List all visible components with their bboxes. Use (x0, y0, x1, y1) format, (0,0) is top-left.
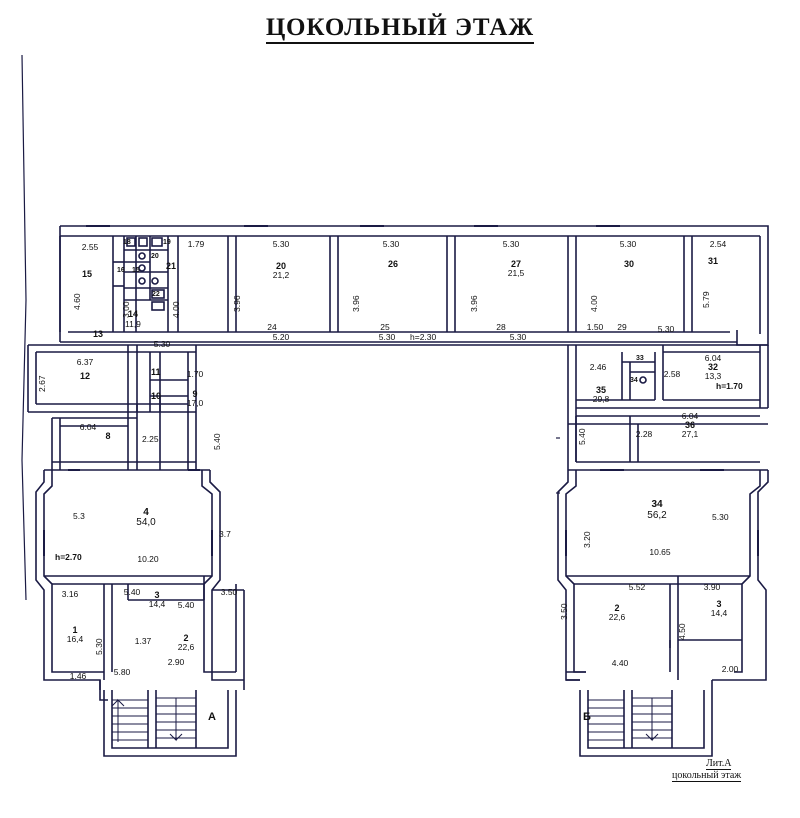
room-15-number: 18 (123, 239, 131, 246)
dim-top-4: 5.30 (382, 239, 400, 249)
room-13-number: 16 (117, 267, 125, 274)
room-1-area: 16,4 (66, 634, 84, 644)
label-h170: h=1.70 (716, 381, 743, 391)
dim-top-5: 5.30 (502, 239, 520, 249)
dim-604-c: 6.04 (681, 411, 699, 421)
room-35-area: 22,6 (608, 612, 626, 622)
dim-246: 2.46 (589, 362, 607, 372)
room-9-number: 12 (79, 371, 91, 381)
room-1-number: 1 (72, 625, 78, 635)
room-10-number: 13 (93, 329, 104, 339)
room-34-area: 56,2 (647, 510, 667, 521)
dim-530-left: 5.30 (94, 638, 104, 655)
room-4-number: 4 (143, 507, 149, 518)
room-17-number: 20 (151, 253, 159, 260)
room-7-number: 10 (151, 391, 162, 401)
dim-440: 4.40 (611, 658, 629, 668)
dim-316: 3.16 (61, 589, 79, 599)
dim-390: 3.90 (703, 582, 721, 592)
dim-320: 3.20 (582, 531, 592, 548)
room-8-number: 11 (151, 367, 161, 377)
dim-290: 1.37 (134, 636, 152, 646)
dim-460: 4.60 (72, 293, 82, 310)
room-30-number: 33 (636, 355, 644, 362)
room-29-area: 13,3 (704, 371, 722, 381)
dim-350: 5.40 (177, 600, 195, 610)
room-11-area: 11,9 (125, 319, 141, 329)
dim-225: 2.25 (142, 434, 159, 444)
room-36-number: 3 (716, 599, 722, 609)
dim-159: 1.46 (69, 671, 87, 681)
section-a-label: А (208, 711, 216, 723)
room-16-number: 19 (163, 239, 171, 246)
dim-mid-150: 1.50 (586, 322, 604, 332)
dim-mid-530-d: 5.30 (657, 324, 675, 334)
room-20-area: 21,2 (272, 270, 290, 280)
room-32-number: 35 (595, 385, 607, 395)
room-6-number: 9 (192, 389, 198, 399)
dim-604-a: 6.04 (79, 422, 97, 432)
room-25-number: 28 (496, 322, 506, 332)
dim-540-b: 5.40 (123, 587, 141, 597)
room-24-area: 21,5 (507, 268, 525, 278)
room-2-area: 22,6 (177, 642, 195, 652)
dim-top-7: 2.54 (709, 239, 727, 249)
dim-top-6: 5.30 (619, 239, 637, 249)
dim-400-b: 4.00 (589, 295, 599, 312)
dim-146: 5.80 (113, 667, 131, 677)
dim-mid-530-c: 5.30 (509, 332, 527, 342)
room-3-number: 3 (154, 590, 160, 600)
section-b-label: Б (583, 711, 591, 723)
dim-637: 6.37 (76, 357, 94, 367)
dim-580: 2.90 (167, 657, 185, 667)
room-33-area: 27,1 (681, 429, 699, 439)
room-2-number: 2 (183, 633, 189, 643)
room-3-area: 14,4 (148, 599, 166, 609)
room-24-number: 27 (510, 259, 522, 269)
room-32-area: 29,8 (592, 394, 610, 404)
dim-top-3: 5.30 (272, 239, 290, 249)
room-14-number: 15 (82, 269, 93, 279)
dim-579: 5.79 (701, 291, 711, 308)
room-19-number: 22 (152, 291, 160, 298)
dim-mid-530-a: 5.30 (153, 339, 171, 349)
dim-396-c: 3.96 (469, 295, 479, 312)
dim-396-b: 3.96 (351, 295, 361, 312)
dim-53: 5.3 (73, 511, 85, 521)
label-h230: h=2.30 (410, 332, 437, 342)
room-11-number: 14 (128, 309, 139, 319)
dim-137: 3.50 (220, 587, 238, 597)
dim-540-right: 5.40 (577, 428, 587, 445)
dim-170: 1.70 (186, 369, 204, 379)
dim-mid-520: 5.20 (272, 332, 290, 342)
footer-lit (706, 758, 731, 769)
dim-258: 2.58 (663, 369, 681, 379)
dim-top-1: 2.55 (81, 242, 99, 252)
room-29-number: 32 (707, 362, 719, 372)
dim-267: 2.67 (37, 375, 47, 392)
dim-530-right: 5.30 (712, 512, 729, 522)
dim-228: 2.28 (635, 429, 653, 439)
dim-300: 3.00 (121, 301, 131, 318)
dim-540-a: 5.40 (212, 433, 222, 450)
footer-lit-text: Лит.А (706, 758, 732, 769)
dim-396-a: 3.96 (232, 295, 242, 312)
room-26-number: 29 (617, 322, 627, 332)
footer-floor-text: цокольный этаж (672, 770, 742, 781)
room-35-number: 2 (614, 603, 620, 613)
footer-floor (672, 770, 741, 781)
room-34-number: 34 (651, 499, 663, 510)
room-21-number: 24 (267, 322, 277, 332)
dim-400: 4.00 (171, 301, 181, 318)
dim-top-2: 1.79 (187, 239, 205, 249)
room-36-area: 14,4 (710, 608, 728, 618)
dim-1065: 10.65 (649, 547, 671, 557)
room-28-number: 31 (707, 256, 719, 266)
room-12-number: 15 (132, 267, 140, 274)
room-22-number: 25 (380, 322, 390, 332)
room-27-number: 30 (623, 259, 635, 269)
dim-450: 4.50 (677, 623, 687, 640)
room-4-area: 54,0 (136, 517, 156, 528)
dim-552: 5.52 (628, 582, 646, 592)
dim-mid-530-b: 5.30 (378, 332, 396, 342)
dim-604-b: 6.04 (704, 353, 722, 363)
room-18-number: 21 (166, 261, 177, 271)
room-33-number: 36 (684, 420, 696, 430)
room-31-number: 34 (630, 377, 638, 384)
label-h270: h=2.70 (55, 552, 82, 562)
dim-1020: 10.20 (137, 554, 159, 564)
dim-350-right: 3.50 (559, 603, 569, 620)
room-6-area: 17,0 (186, 398, 204, 408)
room-5-number: 8 (105, 431, 111, 441)
page-title: ЦОКОЛЬНЫЙ ЭТАЖ (0, 14, 800, 42)
dim-37: 3.7 (219, 529, 231, 539)
room-23-number: 26 (387, 259, 399, 269)
room-20-number: 20 (275, 261, 287, 271)
dim-200: 2.00 (721, 664, 739, 674)
